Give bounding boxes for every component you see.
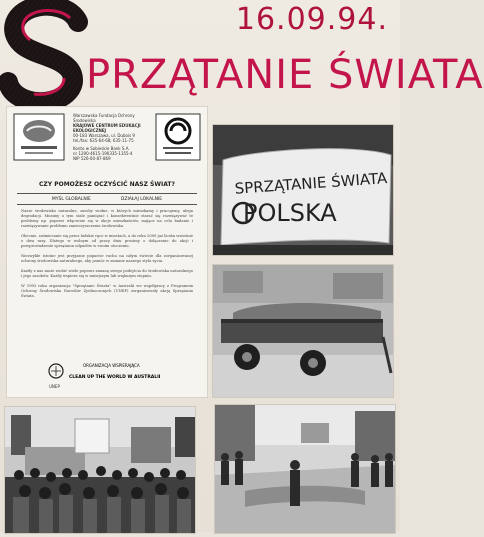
banner-line-2: POLSKA bbox=[243, 199, 337, 227]
photo-crowd bbox=[4, 406, 196, 534]
kcee-logo-icon bbox=[155, 113, 201, 161]
paragraph: Każdy z nas może zrobić wiele poprzez zmianę swego podejścia do środowiska naturalnego i jego zasobów. Każdy wspiera się w mniejszym lub większym stopniu. bbox=[21, 269, 193, 278]
leaflet-footer bbox=[13, 363, 201, 391]
photo-street bbox=[214, 404, 396, 534]
poster-title: PRZĄTANIE ŚWIATA bbox=[86, 52, 484, 98]
support-label: ORGANIZACJA WSPIERAJĄCA bbox=[83, 363, 140, 368]
leaflet-question: CZY POMOŻESZ OCZYŚCIĆ NASZ ŚWIAT? bbox=[39, 181, 175, 188]
unep-logo-icon bbox=[47, 363, 65, 383]
leaflet bbox=[6, 106, 208, 398]
cleanup-logo-icon bbox=[13, 113, 65, 161]
unep-label: UNEP bbox=[49, 384, 60, 389]
leaflet-motto: MYŚL GLOBALNIE DZIAŁAJ LOKALNIE bbox=[17, 193, 197, 205]
photo-banner bbox=[212, 124, 394, 256]
photo-trailer bbox=[212, 264, 394, 398]
leaflet-body bbox=[21, 209, 193, 304]
paragraph: Nasze środowisko naturalne, zasoby wodne, w których mieszkamy i pracujemy, ulega degradacji. Musimy o tym stale pamiętać i konsekwentnie starać się rozwiązywać te problemy np. poprzez włączenie się w akcje mieszkańców, mające na celu badanie i rozwiązywanie problemu zanieczyszczenia środowiska. bbox=[21, 209, 193, 228]
paragraph: W 1993 roku organizacja "Sprzątanie Świata" w Australii we współpracy z Programem Ochrony Środowiska Narodów Zjednoczonych (UNEP) zorganizowały akcję Sprzątania Świata. bbox=[21, 284, 193, 298]
big-letter-s bbox=[0, 0, 92, 110]
paragraph: Obecnie, zaśmiecanie się przez ludzkie ręce w miastach, a do roku 2000 już liczba wzrośnie o dwa razy. Dlatego w wolnym od pracy dniu prosimy o dołączenie do akcji i przeprowadzenie sprzątania odpadów w swoim otoczeniu. bbox=[21, 234, 194, 248]
date-heading: 16.09.94. bbox=[235, 2, 388, 37]
clean-up-label: CLEAN UP THE WORLD W AUSTRALII bbox=[69, 375, 161, 380]
organization-info: Warszawska Fundacja Ochrony Środowiska KRAJOWE CENTRUM EDUKACJI EKOLOGICZNEJ 00-183 Warszawa, ul. Dubois 9 tel./fax: 635-64-68; 635-11-75 Konto w Sobieskie Bank S.A. nr 1290-4615-190335-1355-4 NIP 526-00-87-869 bbox=[73, 113, 141, 161]
paragraph: Niezwykle istotne jest przyjazne poparcie ruchu na całym świecie dla zorganizowanej ochrony środowiska naturalnego, aby pomóc w zmianie naszego stylu życia. bbox=[21, 254, 193, 263]
banner-line-1: SPRZĄTANIE ŚWIATA bbox=[234, 169, 388, 198]
